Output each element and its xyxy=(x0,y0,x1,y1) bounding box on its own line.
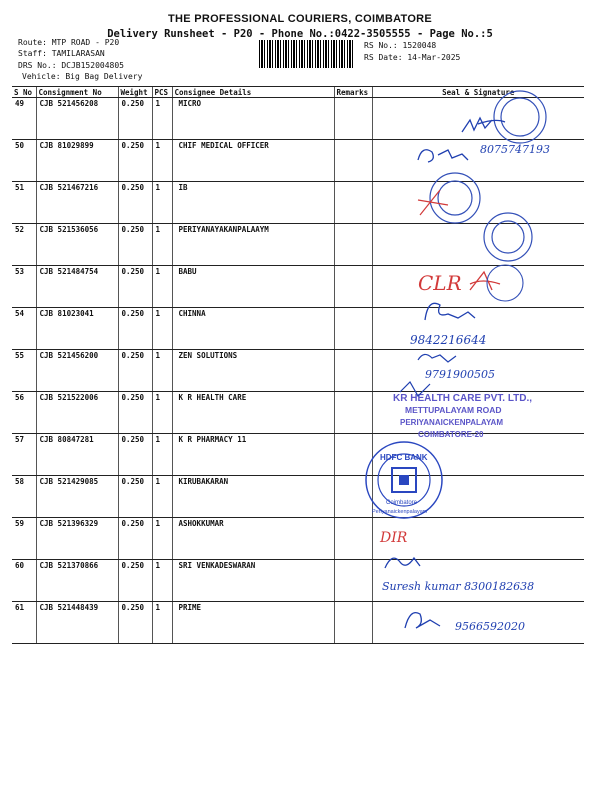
row-weight: 0.250 xyxy=(118,98,152,140)
row-seal-signature xyxy=(372,476,584,518)
row-pcs: 1 xyxy=(152,350,172,392)
row-pcs: 1 xyxy=(152,476,172,518)
row-seal-signature xyxy=(372,140,584,182)
svg-text:HDFC BANK: HDFC BANK xyxy=(380,453,428,462)
row-consignee: PRIME xyxy=(172,602,334,644)
row-sno: 61 xyxy=(12,602,36,644)
svg-text:Periyanaickenpalayam: Periyanaickenpalayam xyxy=(372,509,428,515)
row-sno: 55 xyxy=(12,350,36,392)
row-consignee: K R HEALTH CARE xyxy=(172,392,334,434)
row-consignee: ZEN SOLUTIONS xyxy=(172,350,334,392)
row-pcs: 1 xyxy=(152,266,172,308)
row-consignee: SRI VENKADESWARAN xyxy=(172,560,334,602)
row-pcs: 1 xyxy=(152,602,172,644)
handwritten-name-60: Suresh kumar 8300182638 xyxy=(382,580,535,593)
row-consignment-no: CJB 521370866 xyxy=(36,560,118,602)
row-pcs: 1 xyxy=(152,182,172,224)
rs-date: RS Date: 14-Mar-2025 xyxy=(364,53,461,62)
row-pcs: 1 xyxy=(152,518,172,560)
row-sno: 53 xyxy=(12,266,36,308)
row-weight: 0.250 xyxy=(118,602,152,644)
page-subtitle: Delivery Runsheet - P20 - Phone No.:0422-3505555 - Page No.:5 xyxy=(107,28,493,40)
row-sno: 52 xyxy=(12,224,36,266)
svg-text:KR HEALTH CARE PVT. LTD.,: KR HEALTH CARE PVT. LTD., xyxy=(393,393,533,404)
row-weight: 0.250 xyxy=(118,224,152,266)
row-sno: 50 xyxy=(12,140,36,182)
row-remarks xyxy=(334,266,372,308)
col-header-sno: S No xyxy=(12,87,36,98)
row-remarks xyxy=(334,392,372,434)
row-remarks xyxy=(334,308,372,350)
row-seal-signature xyxy=(372,518,584,560)
row-sno: 54 xyxy=(12,308,36,350)
row-weight: 0.250 xyxy=(118,182,152,224)
row-seal-signature xyxy=(372,224,584,266)
table-row xyxy=(12,602,584,644)
table-row xyxy=(12,518,584,560)
row-remarks xyxy=(334,560,372,602)
phone-number-61: 9566592020 xyxy=(455,620,525,633)
row-remarks xyxy=(334,518,372,560)
table-row xyxy=(12,182,584,224)
row-weight: 0.250 xyxy=(118,434,152,476)
row-weight: 0.250 xyxy=(118,308,152,350)
col-header-consignment: Consignment No xyxy=(36,87,118,98)
row-remarks xyxy=(334,434,372,476)
handwritten-dir: DIR xyxy=(380,530,408,546)
row-pcs: 1 xyxy=(152,98,172,140)
page-title: THE PROFESSIONAL COURIERS, COIMBATORE xyxy=(167,13,433,25)
row-pcs: 1 xyxy=(152,224,172,266)
row-consignment-no: CJB 81023041 xyxy=(36,308,118,350)
row-seal-signature xyxy=(372,308,584,350)
table-row xyxy=(12,308,584,350)
row-remarks xyxy=(334,602,372,644)
row-seal-signature xyxy=(372,182,584,224)
table-row xyxy=(12,392,584,434)
row-consignment-no: CJB 80847281 xyxy=(36,434,118,476)
row-consignee: K R PHARMACY 11 xyxy=(172,434,334,476)
row-consignee: IB xyxy=(172,182,334,224)
row-consignment-no: CJB 521456200 xyxy=(36,350,118,392)
barcode xyxy=(259,40,354,68)
row-sno: 51 xyxy=(12,182,36,224)
phone-number-54: 9842216644 xyxy=(410,333,487,347)
phone-number-55: 9791900505 xyxy=(425,368,495,381)
row-consignment-no: CJB 521448439 xyxy=(36,602,118,644)
svg-text:METTUPALAYAM ROAD: METTUPALAYAM ROAD xyxy=(405,405,502,415)
row-consignment-no: CJB 521484754 xyxy=(36,266,118,308)
row-pcs: 1 xyxy=(152,140,172,182)
row-consignee: ASHOKKUMAR xyxy=(172,518,334,560)
table-row xyxy=(12,476,584,518)
row-consignee: BABU xyxy=(172,266,334,308)
row-seal-signature xyxy=(372,350,584,392)
row-weight: 0.250 xyxy=(118,560,152,602)
row-weight: 0.250 xyxy=(118,518,152,560)
row-seal-signature xyxy=(372,560,584,602)
table-row xyxy=(12,434,584,476)
drs-number: DRS No.: DCJB152004805 xyxy=(18,61,124,70)
row-consignee: PERIYANAYAKANPALAAYM xyxy=(172,224,334,266)
staff-label: Staff: TAMILARASAN xyxy=(18,49,105,58)
table-row xyxy=(12,266,584,308)
table-row xyxy=(12,560,584,602)
row-pcs: 1 xyxy=(152,560,172,602)
phone-number-50: 8075747193 xyxy=(480,143,550,156)
col-header-consignee: Consignee Details xyxy=(172,87,334,98)
row-seal-signature xyxy=(372,392,584,434)
row-pcs: 1 xyxy=(152,308,172,350)
row-remarks xyxy=(334,140,372,182)
route-label: Route: MTP ROAD - P20 xyxy=(18,38,120,47)
row-weight: 0.250 xyxy=(118,140,152,182)
row-weight: 0.250 xyxy=(118,350,152,392)
runsheet-table xyxy=(12,86,584,644)
row-seal-signature xyxy=(372,434,584,476)
row-sno: 60 xyxy=(12,560,36,602)
row-pcs: 1 xyxy=(152,392,172,434)
row-sno: 56 xyxy=(12,392,36,434)
row-remarks xyxy=(334,476,372,518)
row-consignee: KIRUBAKARAN xyxy=(172,476,334,518)
row-seal-signature xyxy=(372,602,584,644)
row-seal-signature xyxy=(372,98,584,140)
row-weight: 0.250 xyxy=(118,476,152,518)
rs-number: RS No.: 1520048 xyxy=(364,41,437,50)
row-remarks xyxy=(334,98,372,140)
row-sno: 49 xyxy=(12,98,36,140)
table-row xyxy=(12,224,584,266)
row-consignment-no: CJB 521456208 xyxy=(36,98,118,140)
svg-text:Coimbatore: Coimbatore xyxy=(386,500,418,506)
row-consignee: MICRO xyxy=(172,98,334,140)
row-pcs: 1 xyxy=(152,434,172,476)
table-header-row xyxy=(12,87,584,98)
row-sno: 58 xyxy=(12,476,36,518)
row-remarks xyxy=(334,182,372,224)
row-weight: 0.250 xyxy=(118,392,152,434)
row-sno: 57 xyxy=(12,434,36,476)
row-consignment-no: CJB 521522006 xyxy=(36,392,118,434)
row-consignment-no: CJB 81029899 xyxy=(36,140,118,182)
svg-text:COIMBATORE-20: COIMBATORE-20 xyxy=(418,430,484,439)
table-row xyxy=(12,350,584,392)
row-consignment-no: CJB 521396329 xyxy=(36,518,118,560)
row-seal-signature xyxy=(372,266,584,308)
col-header-weight: Weight xyxy=(118,87,152,98)
handwritten-clr: CLR xyxy=(418,271,462,295)
col-header-pcs: PCS xyxy=(152,87,172,98)
svg-text:PERIYANAICKENPALAYAM: PERIYANAICKENPALAYAM xyxy=(400,418,503,427)
row-weight: 0.250 xyxy=(118,266,152,308)
table-row xyxy=(12,98,584,140)
row-consignment-no: CJB 521536056 xyxy=(36,224,118,266)
col-header-remarks: Remarks xyxy=(334,87,372,98)
row-remarks xyxy=(334,350,372,392)
col-header-signature: Seal & Signature xyxy=(372,87,584,98)
row-consignment-no: CJB 521467216 xyxy=(36,182,118,224)
vehicle-label: Vehicle: Big Bag Delivery xyxy=(22,72,143,81)
table-row xyxy=(12,140,584,182)
row-consignee: CHINNA xyxy=(172,308,334,350)
row-consignment-no: CJB 521429085 xyxy=(36,476,118,518)
row-consignee: CHIF MEDICAL OFFICER xyxy=(172,140,334,182)
row-sno: 59 xyxy=(12,518,36,560)
row-remarks xyxy=(334,224,372,266)
